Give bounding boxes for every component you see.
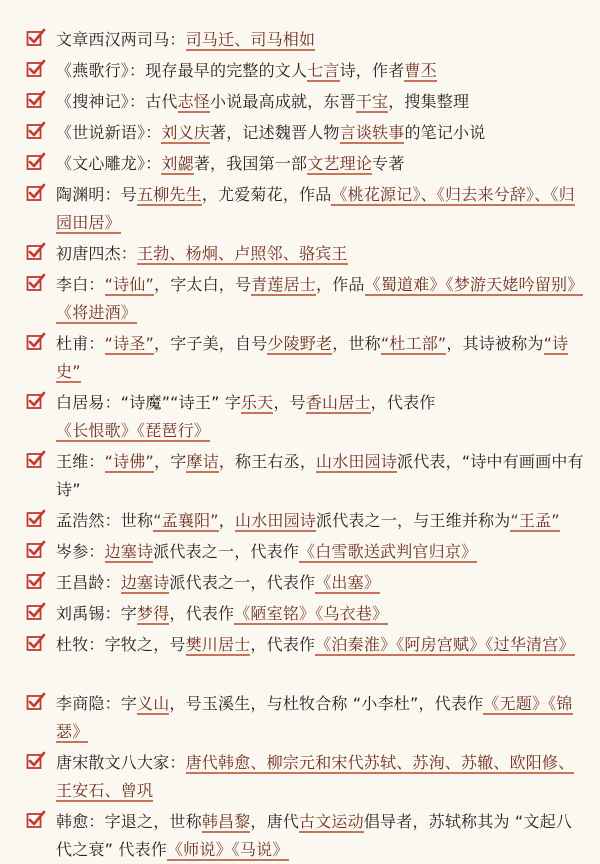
checkbox-checked-icon [26, 450, 46, 470]
list-item-text [56, 119, 586, 147]
highlighted-term: “诗仙” [104, 275, 154, 294]
plain-text: 王昌龄： [56, 573, 121, 592]
highlighted-term: 少陵野老 [267, 334, 333, 353]
plain-text: 韩愈：字退之，世称 [56, 812, 202, 831]
list-item-text [56, 88, 586, 116]
list-item-text [56, 569, 586, 597]
highlighted-term: “诗圣” [104, 334, 154, 353]
plain-text: 唐宋散文八大家： [56, 753, 186, 772]
highlighted-term: “诗佛” [104, 452, 154, 471]
plain-text: ，字子美，自号 [154, 334, 268, 353]
highlighted-term: 司马迁、司马相如 [185, 30, 316, 49]
list-item-text [56, 389, 586, 445]
checkbox-checked-icon [26, 152, 46, 172]
checkbox-checked-icon [26, 59, 46, 79]
plain-text: 刘禹锡：字 [56, 604, 138, 623]
checkbox-checked-icon [26, 183, 46, 203]
highlighted-term: 山水田园诗 [235, 511, 317, 530]
list-item-text [56, 749, 586, 805]
highlighted-term: 《蜀道难》《梦游天姥吟留别》《将进酒》 [56, 275, 584, 322]
checkbox-checked-icon [26, 633, 46, 653]
highlighted-term: 摩诘 [186, 452, 219, 471]
highlighted-term: 《陋室铭》《乌衣巷》 [234, 604, 389, 623]
highlighted-term: 乐天 [241, 393, 274, 412]
plain-text: 王维： [56, 452, 105, 471]
list-item-text [56, 240, 586, 268]
checkbox-checked-icon [26, 692, 46, 712]
plain-text: 派代表之一，与王维并称为 [316, 511, 511, 530]
plain-text: 倡导者，苏轼称其为 “文起八代之衰” 代表作 [56, 812, 573, 859]
highlighted-term: 《泊秦淮》《阿房宫赋》《过华清宫》 [315, 635, 575, 654]
list-item-text [56, 181, 586, 237]
plain-text: ，代表作 [250, 635, 316, 654]
checkbox-checked-icon [26, 391, 46, 411]
plain-text: ，代表作 [169, 604, 235, 623]
checkbox-checked-icon [26, 242, 46, 262]
plain-text: 派代表，“诗中有画画中有诗” [56, 452, 584, 499]
checkbox-checked-icon [26, 28, 46, 48]
plain-text: 著，记述魏晋人物 [210, 123, 340, 142]
checkbox-checked-icon [26, 602, 46, 622]
plain-text: ，其诗被称为 [446, 334, 544, 353]
highlighted-term: 文艺理论 [307, 154, 373, 173]
highlighted-term: “王孟” [510, 511, 560, 530]
checkbox-checked-icon [26, 121, 46, 141]
highlighted-term: 韩昌黎 [201, 812, 251, 831]
list-item-text [56, 57, 586, 85]
highlighted-term: 青莲居士 [251, 275, 317, 294]
plain-text: ，尤爱菊花，作品 [201, 185, 332, 204]
plain-text: 诗，作者 [339, 61, 405, 80]
highlighted-term: 《长恨歌》《琵琶行》 [56, 421, 211, 440]
highlighted-term: 《师说》《马说》 [166, 840, 289, 859]
checkbox-checked-icon [26, 273, 46, 293]
highlighted-term: 边塞诗 [104, 542, 154, 561]
highlighted-term: 《无题》《锦瑟》 [56, 694, 573, 741]
highlighted-term: 梦得 [137, 604, 170, 623]
plain-text: 《燕歌行》：现存最早的完整的文人 [56, 61, 308, 80]
highlighted-term: 《桃花源记》、《归去来兮辞》、《归园田居》 [56, 185, 575, 232]
list-item-text [56, 448, 586, 504]
highlighted-term: 边塞诗 [120, 573, 170, 592]
plain-text: 杜甫： [56, 334, 105, 353]
list-item-text [56, 26, 586, 54]
list-item-text [56, 271, 586, 327]
plain-text: 孟浩然：世称 [56, 511, 154, 530]
highlighted-term: 香山居士 [305, 393, 371, 412]
plain-text: 李白： [56, 275, 105, 294]
highlighted-term: 唐代韩愈、柳宗元和宋代苏轼、苏洵、苏辙、欧阳修、王安石、曾巩 [56, 753, 575, 800]
highlighted-term: 王勃、杨炯、卢照邻、骆宾王 [137, 244, 348, 263]
plain-text: 文章西汉两司马： [56, 30, 186, 49]
plain-text: 陶渊明：号 [56, 185, 138, 204]
checkbox-checked-icon [26, 540, 46, 560]
list-item-text [56, 507, 586, 535]
highlighted-term: 《出塞》 [315, 573, 381, 592]
highlighted-term: 言谈轶事 [339, 123, 405, 142]
list-item-text [56, 690, 586, 746]
highlighted-term: 古文运动 [299, 812, 364, 831]
list-item-text [56, 538, 586, 566]
checkbox-checked-icon [26, 332, 46, 352]
plain-text: ，号 [273, 393, 306, 412]
list-item-text [56, 600, 586, 628]
plain-text: 《文心雕龙》： [56, 154, 162, 173]
highlighted-term: 义山 [137, 694, 170, 713]
highlighted-term: “诗史” [56, 334, 569, 381]
highlighted-term: 五柳先生 [137, 185, 202, 204]
highlighted-term: 七言 [307, 61, 340, 80]
plain-text: 岑参： [56, 542, 105, 561]
checkbox-checked-icon [26, 509, 46, 529]
highlighted-term: 曹丕 [404, 61, 437, 80]
checkbox-checked-icon [26, 90, 46, 110]
plain-text: 李商隐：字 [56, 694, 138, 713]
highlighted-term: 志怪 [177, 92, 211, 111]
plain-text: ，搜集整理 [388, 92, 470, 111]
highlighted-term: 《白雪歌送武判官归京》 [299, 542, 478, 561]
plain-text: 的笔记小说 [404, 123, 486, 142]
plain-text: 杜牧：字牧之，号 [56, 635, 186, 654]
highlighted-term: “杜工部” [380, 334, 447, 353]
plain-text: ， [218, 511, 235, 530]
plain-text: ，字太白，号 [154, 275, 252, 294]
plain-text: 派代表之一，代表作 [169, 573, 316, 592]
plain-text: 派代表之一，代表作 [153, 542, 300, 561]
highlighted-term: 樊川居士 [185, 635, 251, 654]
checkbox-checked-icon [26, 571, 46, 591]
list-item-text [56, 330, 586, 386]
plain-text: 小说最高成就，东晋 [210, 92, 356, 111]
plain-text: 《世说新语》： [56, 123, 162, 142]
plain-text: ，代表作 [370, 393, 436, 412]
plain-text: ，称王右丞， [218, 452, 317, 471]
plain-text: 专著 [372, 154, 405, 173]
plain-text: ，字 [154, 452, 187, 471]
checkbox-checked-icon [26, 751, 46, 771]
plain-text: ，世称 [332, 334, 381, 353]
checkbox-checked-icon [26, 810, 46, 830]
highlighted-term: 刘勰 [161, 154, 194, 173]
list-item-text [56, 150, 586, 178]
plain-text: ，唐代 [250, 812, 300, 831]
highlighted-term: 刘义庆 [161, 123, 211, 142]
plain-text: 白居易：“诗魔”“诗王” 字 [56, 393, 242, 412]
highlighted-term: 山水田园诗 [316, 452, 398, 471]
highlighted-term: 干宝 [355, 92, 389, 111]
list-item-text [56, 808, 586, 864]
plain-text: ，作品 [316, 275, 365, 294]
highlighted-term: “孟襄阳” [153, 511, 219, 530]
plain-text: ，号玉溪生，与杜牧合称 “小李杜”，代表作 [169, 694, 484, 713]
list-item-text [56, 631, 586, 659]
plain-text: 初唐四杰： [56, 244, 138, 263]
plain-text: 著，我国第一部 [193, 154, 308, 173]
plain-text: 《搜神记》：古代 [56, 92, 178, 111]
